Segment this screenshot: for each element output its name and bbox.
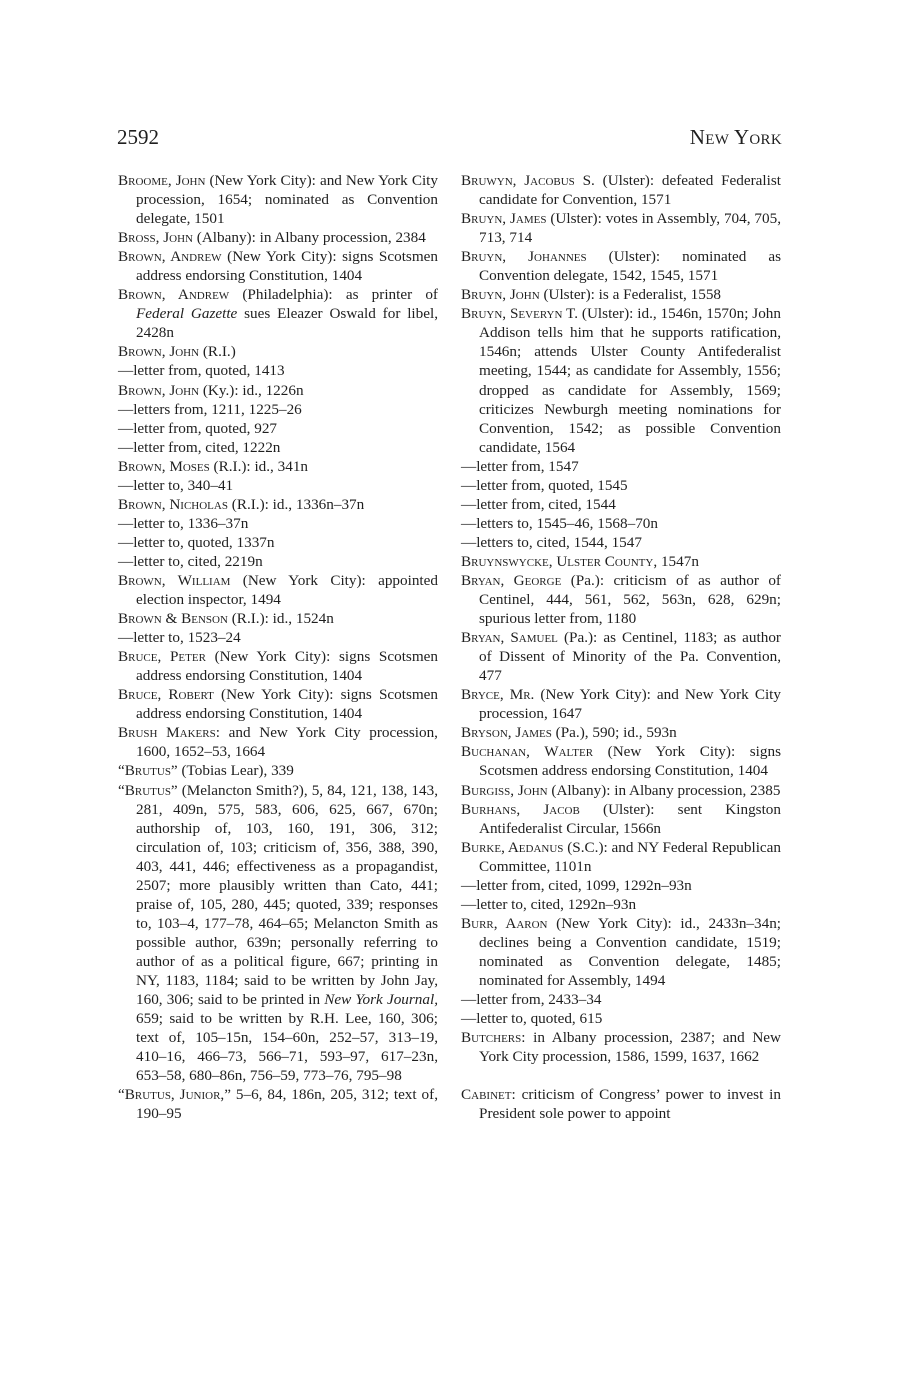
index-entry [118,495,438,514]
index-entry [461,304,781,456]
index-entry [461,781,781,800]
index-entry-text: (Ky.): id., 1226n [199,381,304,399]
index-entry-heading: Brown, Andrew [118,286,230,304]
index-entry-text: (R.I.): id., 1336n–37n [227,495,365,513]
index-entry [118,761,438,780]
index-entry-heading: Brown, Nicholas [118,495,228,513]
index-entry-text: —letter to, 340–41 [118,476,234,494]
index-entry [461,476,781,495]
index-entry-text: (New York City): signs Scotsmen address endorsing Constitution, 1404 [136,248,438,285]
index-entry-heading: “Brutus, Junior,” [118,1086,231,1104]
index-entry-heading: Bruce, Robert [118,686,214,704]
index-entry [118,247,438,285]
index-entry [118,647,438,685]
index-entry-text: (New York City): signs Scotsmen address endorsing Constitution, 1404 [479,743,781,780]
index-entry-text: —letter from, 2433–34 [461,991,602,1009]
index-entry-text: (New York City): signs Scotsmen address endorsing Constitution, 1404 [136,648,438,685]
index-entry [461,533,781,552]
index-entry [118,342,438,361]
index-entry [461,247,781,285]
page-header [117,122,782,152]
index-entry [461,876,781,895]
index-entry-heading: Buchanan, Walter [461,743,594,761]
page-number: 2592 [117,125,159,149]
index-entry [118,571,438,609]
index-entry [461,457,781,476]
index-entry-heading: Bruynswycke, Ulster County [461,552,654,570]
index-entry-heading: Bryson, James [461,724,552,742]
index-entry-text: (Melancton Smith?), 5, 84, 121, 138, 143, 281, 409n, 575, 583, 606, 625, 667, 670n; authorship of, 103, 160, 191, 306, 312; circulation of, 103; criticism of, 356, 388, 390, 403, 441, 446; effectiveness as a propagandist, 2507; more plausibly written than Cato, 441; praise of, 105, 280, 445; quoted, 339; responses to, 103–4, 177–78, 464–65; Melancton Smith as possible author, 639n; personally referring to author of as a political figure, 667; printing in NY, 1183, 1184; said to be written by John Jay, 160, 306; said to be printed in [136,781,438,1009]
index-entry-text: (Philadelphia): as printer of [229,286,438,304]
index-entry [461,914,781,990]
index-entry-heading: Cabinet [461,1086,512,1104]
index-entry [118,457,438,476]
index-entry [118,628,438,647]
index-entry-text: (Ulster): id., 1546n, 1570n; John Addison tells him that he supports ratification, 1546n; attends Ulster County Antifederalist meeting, 1544; as candidate for Assembly, 1556; dropped as candidate for Assembly, 1569; criticizes Newburgh meeting nominations for Convention, 1542; as possible Convention candidate, 1564 [479,305,781,456]
index-entry-heading: “Brutus” [118,762,178,780]
index-entry-text: —letter to, cited, 1292n–93n [461,895,637,913]
index-entry-heading: Bruyn, James [461,210,547,228]
index-entry [461,742,781,780]
index-entry-heading: Brown, Andrew [118,248,222,266]
index-entry-heading: Burgiss, John [461,781,548,799]
index-entry-text: —letter from, quoted, 927 [118,419,278,437]
index-entry-text: : and New York City procession, 1600, 1652–53, 1664 [136,724,438,761]
index-entry-heading: Bruyn, John [461,286,540,304]
index-entry-heading: Burke, Aedanus [461,838,564,856]
index-entry-text: (Ulster): votes in Assembly, 704, 705, 713, 714 [479,210,781,247]
index-entry [461,209,781,247]
index-entry-heading: Brown & Benson [118,610,228,628]
index-entry [461,990,781,1009]
index-entry [461,685,781,723]
index-entry-heading: Bross, John [118,229,193,247]
index-entry-text: 5–6, 84, 186n, 205, 312; text of, 190–95 [136,1086,438,1123]
index-entry-text: (Pa.), 590; id., 593n [551,724,677,742]
index-entry-text: (R.I.): id., 341n [209,457,309,475]
index-entry-heading: Broome, John [118,172,206,189]
index-entry-text: (New York City): id., 2433n–34n; declines being a Convention candidate, 1519; nominated as Convention delegate, 1485; nominated for Assembly, 1494 [479,914,782,989]
index-entry-heading: Burr, Aaron [461,914,548,932]
index-entry-text: —letter to, quoted, 615 [461,1010,603,1028]
index-entry [118,400,438,419]
index-entry [461,628,781,685]
index-entry [118,171,438,228]
index-entry-text: (Albany): in Albany procession, 2384 [192,229,426,247]
index-entry [461,1085,781,1123]
index-entry-heading: Bryce, Mr. [461,686,535,704]
index-entry-italic: Federal Gazette [136,305,238,323]
index-entry [118,419,438,438]
index-entry-text: sues Eleazer Oswald for libel, 2428n [136,305,438,342]
index-entry-text: (Ulster): defeated Federalist candidate for Convention, 1571 [479,172,781,209]
index-entry [461,800,781,838]
index-entry [461,171,781,209]
index-entry-italic: New York Journal, [324,991,438,1009]
index-entry [461,495,781,514]
index-entry-text: —letter to, quoted, 1337n [118,533,275,551]
index-entry [461,1028,781,1066]
index-entry-heading: Brown, William [118,571,231,589]
index-entry-text: —letter from, 1547 [461,457,579,475]
index-entry-heading: Brown, Moses [118,457,210,475]
index-entry-text: —letter from, cited, 1544 [461,495,616,513]
index-entry [118,533,438,552]
index-entry-text: : in Albany procession, 2387; and New York City procession, 1586, 1599, 1637, 1662 [479,1029,781,1066]
index-entry-heading: Bryan, Samuel [461,629,558,647]
index-entry [118,723,438,761]
index-entry-text: (Tobias Lear), 339 [177,762,294,780]
index-entry [461,723,781,742]
index-entry-text: (Albany): in Albany procession, 2385 [547,781,781,799]
index-entry-text: (Ulster): sent Kingston Antifederalist Circular, 1566n [479,800,781,837]
index-entry-text: (S.C.): and NY Federal Republican Committee, 1101n [479,838,781,875]
index-entry [118,381,438,400]
index-entry-text: —letter to, cited, 2219n [118,552,263,570]
index-entry-text: (Ulster): is a Federalist, 1558 [539,286,722,304]
index-entry [118,1085,438,1123]
index-entry-text: (Pa.): criticism of as author of Centinel, 444, 561, 562, 563n, 628, 629n; spurious letter from, 1180 [479,571,781,628]
index-entry-heading: Bruce, Peter [118,648,206,666]
index-entry-text: (R.I.): id., 1524n [227,610,334,628]
index-column-right [461,171,781,1123]
index-entry-heading: Bruyn, Severyn T. [461,305,579,323]
index-entry-text: —letter from, quoted, 1545 [461,476,628,494]
index-entry-text: (R.I.) [199,343,236,361]
index-entry [461,552,781,571]
index-entry-heading: Brush Makers [118,724,216,742]
index-entry-text: 659; said to be written by R.H. Lee, 160, 306; text of, 105–15n, 154–60n, 252–57, 313–19, 410–16, 466–73, 566–71, 593–97, 617–23n, 653–58, 680–86n, 756–59, 773–76, 795–98 [136,1010,438,1085]
index-entry [118,438,438,457]
index-entry [118,781,438,1086]
index-entry-text: —letter to, 1523–24 [118,629,241,647]
index-entry [461,1009,781,1028]
index-entry [118,476,438,495]
index-entry [118,285,438,342]
index-entry-text: —letter from, cited, 1222n [118,438,281,456]
index-entry-text: —letters to, cited, 1544, 1547 [461,533,642,551]
index-entry-text: —letter from, cited, 1099, 1292n–93n [461,876,692,894]
index-entry-text: , 1547n [653,552,699,570]
index-entry-text: —letter from, quoted, 1413 [118,362,285,380]
index-entry-heading: Bruwyn, Jacobus S. [461,172,595,189]
index-entry-heading: Brown, John [118,381,200,399]
index-entry-heading: “Brutus” [118,781,178,799]
index-entry [461,285,781,304]
index-entry-text: (New York City): signs Scotsmen address endorsing Constitution, 1404 [136,686,439,723]
index-entry [118,361,438,380]
index-entry-text: —letter to, 1336–37n [118,514,249,532]
index-entry-heading: Brown, John [118,343,200,361]
index-entry [118,552,438,571]
index-entry [461,838,781,876]
index-entry-heading: Bryan, George [461,571,562,589]
index-entry [118,228,438,247]
index-entry [461,571,781,628]
index-column-left [118,171,438,1123]
index-entry [461,895,781,914]
index-entry-text: : criticism of Congress’ power to invest in President sole power to appoint [479,1086,781,1123]
index-entry-text: (New York City): and New York City procession, 1647 [479,686,781,723]
index-entry [118,514,438,533]
index-entry [461,514,781,533]
index-entry-heading: Burhans, Jacob [461,800,580,818]
index-entry-text: —letters from, 1211, 1225–26 [118,400,302,418]
index-entry-text: (Pa.): as Centinel, 1183; as author of Dissent of Minority of the Pa. Convention, 477 [479,629,781,685]
index-entry-heading: Butchers [461,1029,522,1047]
index-entry-text: —letters to, 1545–46, 1568–70n [461,514,658,532]
index-entry-text: (Ulster): nominated as Convention delegate, 1542, 1545, 1571 [479,248,782,285]
index-entry-text: (New York City): and New York City procession, 1654; nominated as Convention delegate, 1501 [136,172,438,228]
index-entry-heading: Bruyn, Johannes [461,248,587,266]
index-entry-text: (New York City): appointed election inspector, 1494 [136,571,438,609]
index-entry [118,685,438,723]
index-entry [118,609,438,628]
running-head: New York [689,125,782,149]
